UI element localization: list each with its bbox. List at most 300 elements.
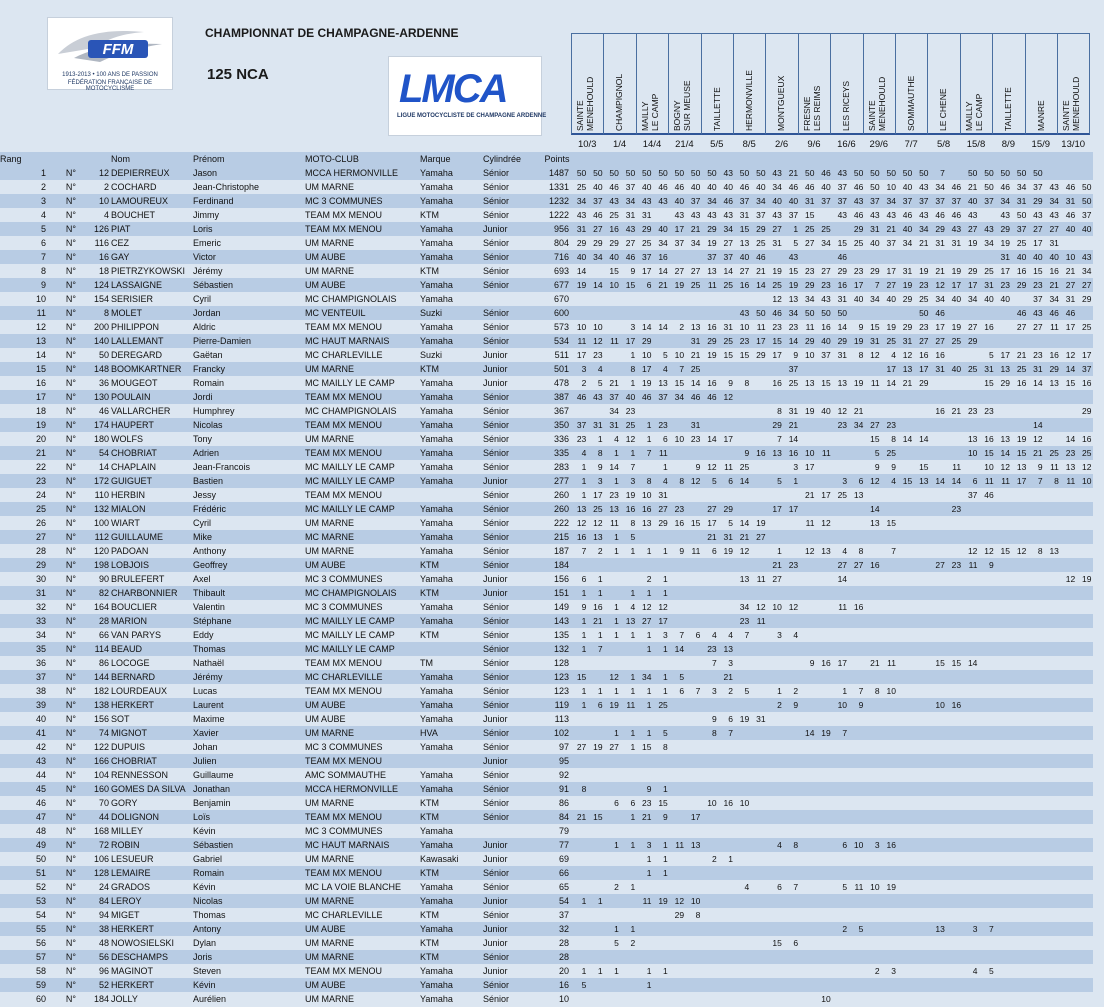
cell-score: 8 [881, 432, 897, 446]
cell-score [1027, 558, 1043, 572]
cell-score [930, 936, 946, 950]
cell-score: 1 [571, 488, 587, 502]
cell-rang: 56 [0, 936, 48, 950]
event-header [992, 33, 1025, 135]
cell-n: N° [48, 166, 78, 180]
cell-score [995, 992, 1011, 1006]
event-header [765, 33, 798, 135]
cell-prenom: Victor [193, 250, 305, 264]
cell-score: 17 [913, 362, 929, 376]
cell-score: 37 [832, 194, 848, 208]
cell-score: 34 [571, 194, 587, 208]
cell-score: 19 [750, 516, 766, 530]
cell-score: 1 [620, 740, 636, 754]
cell-score: 23 [734, 334, 750, 348]
cell-score: 21 [848, 404, 864, 418]
cell-marque: Yamaha [420, 334, 483, 348]
cell-score [995, 768, 1011, 782]
cell-score [750, 866, 766, 880]
cell-score: 50 [685, 166, 701, 180]
table-row [0, 600, 1093, 614]
cell-points: 143 [543, 614, 571, 628]
cell-score [701, 404, 717, 418]
cell-score: 17 [815, 488, 831, 502]
cell-score [946, 726, 962, 740]
cell-score [799, 950, 815, 964]
cell-prenom: Nicolas [193, 418, 305, 432]
cell-score [1044, 334, 1060, 348]
cell-prenom: Aurélien [193, 992, 305, 1006]
cell-score: 14 [652, 320, 668, 334]
cell-score: 7 [636, 446, 652, 460]
cell-score [620, 992, 636, 1006]
cell-n: N° [48, 684, 78, 698]
cell-score: 1 [636, 726, 652, 740]
cell-score: 15 [685, 516, 701, 530]
cell-score: 16 [881, 838, 897, 852]
cell-score [767, 978, 783, 992]
cell-n: N° [48, 474, 78, 488]
cell-score: 29 [799, 278, 815, 292]
cell-score [652, 558, 668, 572]
cell-score: 14 [995, 446, 1011, 460]
cell-score: 19 [783, 278, 799, 292]
cell-score [978, 600, 994, 614]
cell-score: 5 [832, 880, 848, 894]
cell-score [799, 586, 815, 600]
cell-score [930, 432, 946, 446]
cell-rang: 53 [0, 894, 48, 908]
table-row [0, 880, 1093, 894]
cell-rang: 40 [0, 712, 48, 726]
cell-score [897, 306, 913, 320]
cell-score: 13 [620, 614, 636, 628]
cell-score: 21 [734, 530, 750, 544]
event-header [603, 33, 636, 135]
cell-score [995, 950, 1011, 964]
cell-score [930, 418, 946, 432]
cell-score [1076, 558, 1092, 572]
cell-score: 43 [913, 180, 929, 194]
cell-points: 187 [543, 544, 571, 558]
cell-score: 1 [571, 586, 587, 600]
cell-score: 25 [946, 334, 962, 348]
cell-score: 15 [767, 936, 783, 950]
cell-score: 11 [962, 558, 978, 572]
cell-score [750, 796, 766, 810]
cell-score [995, 656, 1011, 670]
cell-score: 21 [913, 236, 929, 250]
cell-score [669, 614, 685, 628]
cell-score [962, 740, 978, 754]
cell-score [701, 838, 717, 852]
cell-score [669, 418, 685, 432]
cell-score: 1 [620, 348, 636, 362]
cell-score [734, 894, 750, 908]
cell-score [1044, 642, 1060, 656]
cell-score: 13 [848, 488, 864, 502]
cell-nom: BOOMKARTNER [111, 362, 193, 376]
cell-score [734, 740, 750, 754]
cell-cyl: Sénior [483, 656, 543, 670]
cell-score [995, 936, 1011, 950]
cell-score: 23 [587, 348, 603, 362]
cell-score [897, 516, 913, 530]
cell-score [604, 810, 620, 824]
cell-score [669, 488, 685, 502]
cell-score [767, 894, 783, 908]
cell-score [620, 908, 636, 922]
cell-score [1044, 572, 1060, 586]
cell-score [718, 754, 734, 768]
cell-score [767, 754, 783, 768]
cell-prenom: Jordan [193, 306, 305, 320]
event-header [636, 33, 669, 135]
cell-score [848, 502, 864, 516]
cell-score: 27 [913, 334, 929, 348]
event-header [927, 33, 960, 135]
cell-score: 43 [685, 208, 701, 222]
cell-score: 2 [587, 544, 603, 558]
cell-score [799, 600, 815, 614]
cell-nom: GOMES DA SILVA [111, 782, 193, 796]
cell-score: 1 [767, 684, 783, 698]
cell-prenom: Jason [193, 166, 305, 180]
cell-n: N° [48, 250, 78, 264]
cell-score: 8 [571, 782, 587, 796]
table-row [0, 390, 1093, 404]
cell-score: 43 [1027, 208, 1043, 222]
cell-score: 4 [783, 628, 799, 642]
cell-score [1060, 516, 1076, 530]
cell-score [832, 516, 848, 530]
cell-score: 37 [571, 418, 587, 432]
cell-score [881, 698, 897, 712]
cell-score: 6 [832, 838, 848, 852]
cell-score [767, 866, 783, 880]
cell-cyl [483, 824, 543, 838]
cell-score [962, 852, 978, 866]
cell-score: 25 [783, 376, 799, 390]
cell-score [718, 586, 734, 600]
cell-score: 9 [669, 544, 685, 558]
cell-score [946, 418, 962, 432]
cell-score: 9 [978, 558, 994, 572]
cell-score: 29 [604, 236, 620, 250]
cell-score: 29 [864, 264, 880, 278]
cell-cyl: Sénior [483, 250, 543, 264]
cell-score: 31 [767, 236, 783, 250]
cell-score: 21 [750, 264, 766, 278]
cell-score: 15 [897, 474, 913, 488]
cell-score [930, 516, 946, 530]
cell-nom: LASSAIGNE [111, 278, 193, 292]
cell-score [946, 446, 962, 460]
cell-score: 23 [913, 320, 929, 334]
cell-score [962, 586, 978, 600]
cell-points: 335 [543, 446, 571, 460]
cell-score: 31 [783, 404, 799, 418]
ffm-tagline: 1913-2013 • 100 ANS DE PASSION [62, 72, 158, 78]
cell-score: 43 [1027, 306, 1043, 320]
cell-score: 10 [881, 180, 897, 194]
cell-score: 23 [913, 278, 929, 292]
cell-prenom: Romain [193, 866, 305, 880]
cell-score [783, 992, 799, 1006]
cell-rang: 17 [0, 390, 48, 404]
cell-score: 50 [978, 180, 994, 194]
cell-score [1011, 866, 1027, 880]
cell-prenom: Guillaume [193, 768, 305, 782]
cell-score [1060, 796, 1076, 810]
cell-score [620, 852, 636, 866]
table-row [0, 964, 1093, 978]
cell-prenom: Gabriel [193, 852, 305, 866]
cell-score: 15 [913, 460, 929, 474]
ffm-organisation: FÉDÉRATION FRANÇAISE DE MOTOCYCLISME [67, 80, 153, 92]
cell-score [652, 334, 668, 348]
cell-score [864, 306, 880, 320]
cell-marque: KTM [420, 810, 483, 824]
cell-score: 50 [881, 166, 897, 180]
cell-score [946, 810, 962, 824]
cell-rang: 34 [0, 628, 48, 642]
cell-score: 11 [848, 880, 864, 894]
cell-prenom: Laurent [193, 698, 305, 712]
cell-rang: 6 [0, 236, 48, 250]
cell-score [701, 558, 717, 572]
cell-score [848, 250, 864, 264]
cell-points: 260 [543, 488, 571, 502]
cell-score [701, 600, 717, 614]
cell-score [832, 502, 848, 516]
cell-score [897, 852, 913, 866]
cell-score [978, 628, 994, 642]
cell-score: 6 [652, 432, 668, 446]
cell-score [604, 908, 620, 922]
cell-score: 34 [897, 236, 913, 250]
cell-score: 1 [636, 432, 652, 446]
cell-score: 2 [669, 320, 685, 334]
cell-score [815, 362, 831, 376]
cell-score [750, 698, 766, 712]
cell-score [815, 796, 831, 810]
cell-score: 14 [734, 516, 750, 530]
cell-score: 1 [620, 726, 636, 740]
cell-club: MC 3 COMMUNES [305, 740, 420, 754]
cell-marque: Suzki [420, 348, 483, 362]
cell-n: N° [48, 726, 78, 740]
cell-score [1027, 796, 1043, 810]
cell-score: 13 [897, 362, 913, 376]
cell-score: 12 [685, 474, 701, 488]
cell-score [718, 488, 734, 502]
cell-score [962, 376, 978, 390]
cell-score: 17 [587, 488, 603, 502]
cell-score [897, 488, 913, 502]
cell-score [750, 586, 766, 600]
cell-score: 15 [978, 446, 994, 460]
cell-score [1044, 824, 1060, 838]
cell-score: 13 [636, 516, 652, 530]
cell-score: 25 [832, 488, 848, 502]
table-row [0, 950, 1093, 964]
cell-score: 29 [995, 222, 1011, 236]
cell-score: 19 [669, 278, 685, 292]
cell-score: 10 [864, 880, 880, 894]
col-nom: Nom [111, 152, 193, 166]
cell-score [718, 600, 734, 614]
cell-score [1011, 558, 1027, 572]
cell-score [962, 950, 978, 964]
cell-nom: HERBIN [111, 488, 193, 502]
cell-score [1060, 698, 1076, 712]
cell-rang: 4 [0, 208, 48, 222]
cell-score: 15 [832, 236, 848, 250]
cell-n: N° [48, 656, 78, 670]
cell-prenom: Geoffrey [193, 558, 305, 572]
cell-nom: SERISIER [111, 292, 193, 306]
cell-score: 37 [783, 208, 799, 222]
cell-score: 1 [636, 852, 652, 866]
cell-score: 43 [734, 306, 750, 320]
cell-score [864, 936, 880, 950]
cell-score [897, 922, 913, 936]
cell-score: 40 [1011, 250, 1027, 264]
cell-score [978, 502, 994, 516]
cell-score: 27 [685, 264, 701, 278]
cell-score: 4 [734, 880, 750, 894]
cell-score: 40 [946, 292, 962, 306]
cell-score: 8 [767, 404, 783, 418]
cell-score: 34 [669, 390, 685, 404]
cell-score: 1 [604, 544, 620, 558]
cell-score: 50 [978, 166, 994, 180]
cell-n: N° [48, 404, 78, 418]
cell-score [750, 376, 766, 390]
cell-score [1076, 992, 1092, 1006]
cell-score [701, 824, 717, 838]
cell-score [767, 516, 783, 530]
cell-score: 8 [620, 362, 636, 376]
cell-score [783, 796, 799, 810]
cell-score [1060, 922, 1076, 936]
cell-num: 172 [78, 474, 111, 488]
cell-score [767, 642, 783, 656]
cell-score: 5 [864, 446, 880, 460]
cell-score [864, 698, 880, 712]
cell-score: 1 [604, 684, 620, 698]
cell-score [1044, 712, 1060, 726]
cell-score [995, 740, 1011, 754]
cell-score [767, 964, 783, 978]
cell-score [734, 656, 750, 670]
cell-score [913, 866, 929, 880]
cell-score: 10 [587, 320, 603, 334]
cell-score: 11 [1044, 320, 1060, 334]
cell-score [750, 404, 766, 418]
cell-score [1044, 838, 1060, 852]
cell-score: 37 [669, 236, 685, 250]
cell-points: 86 [543, 796, 571, 810]
cell-score [881, 740, 897, 754]
cell-rang: 30 [0, 572, 48, 586]
cell-score [864, 250, 880, 264]
cell-score: 40 [864, 236, 880, 250]
cell-score [685, 250, 701, 264]
cell-score [734, 390, 750, 404]
cell-num: 130 [78, 390, 111, 404]
cell-num: 156 [78, 712, 111, 726]
cell-marque: Yamaha [420, 460, 483, 474]
cell-score: 21 [946, 404, 962, 418]
event-date: 13/10 [1061, 139, 1086, 150]
cell-score: 21 [864, 656, 880, 670]
cell-score [652, 768, 668, 782]
cell-score: 14 [783, 334, 799, 348]
table-row [0, 922, 1093, 936]
cell-score [1076, 824, 1092, 838]
cell-points: 119 [543, 698, 571, 712]
cell-score [604, 894, 620, 908]
cell-score [815, 950, 831, 964]
cell-score [864, 992, 880, 1006]
cell-score [636, 656, 652, 670]
cell-prenom: Steven [193, 964, 305, 978]
cell-score [604, 362, 620, 376]
cell-score [978, 684, 994, 698]
cell-nom: LAMOUREUX [111, 194, 193, 208]
cell-score: 43 [783, 250, 799, 264]
cell-cyl: Junior [483, 572, 543, 586]
cell-rang: 54 [0, 908, 48, 922]
cell-score [1027, 936, 1043, 950]
cell-score: 23 [978, 404, 994, 418]
cell-score [571, 824, 587, 838]
cell-nom: CHARBONNIER [111, 586, 193, 600]
cell-score: 13 [734, 236, 750, 250]
cell-score: 1 [620, 670, 636, 684]
cell-score [832, 810, 848, 824]
cell-club: UM MARNE [305, 852, 420, 866]
cell-score [701, 866, 717, 880]
cell-score: 16 [620, 502, 636, 516]
cell-club: UM MARNE [305, 432, 420, 446]
cell-score [815, 880, 831, 894]
cell-score [587, 292, 603, 306]
cell-score: 27 [587, 222, 603, 236]
cell-score [587, 950, 603, 964]
cell-score [1076, 614, 1092, 628]
cell-score [946, 866, 962, 880]
cell-score: 7 [864, 278, 880, 292]
cell-score [946, 432, 962, 446]
cell-score: 29 [718, 502, 734, 516]
table-row [0, 516, 1093, 530]
cell-score [978, 614, 994, 628]
cell-cyl: Sénior [483, 698, 543, 712]
cell-score: 1 [620, 376, 636, 390]
cell-score [1044, 922, 1060, 936]
table-row [0, 558, 1093, 572]
cell-score: 9 [783, 698, 799, 712]
cell-prenom: Francky [193, 362, 305, 376]
cell-score [587, 782, 603, 796]
cell-score [881, 782, 897, 796]
cell-score: 9 [864, 460, 880, 474]
cell-score [815, 250, 831, 264]
cell-score: 4 [652, 474, 668, 488]
